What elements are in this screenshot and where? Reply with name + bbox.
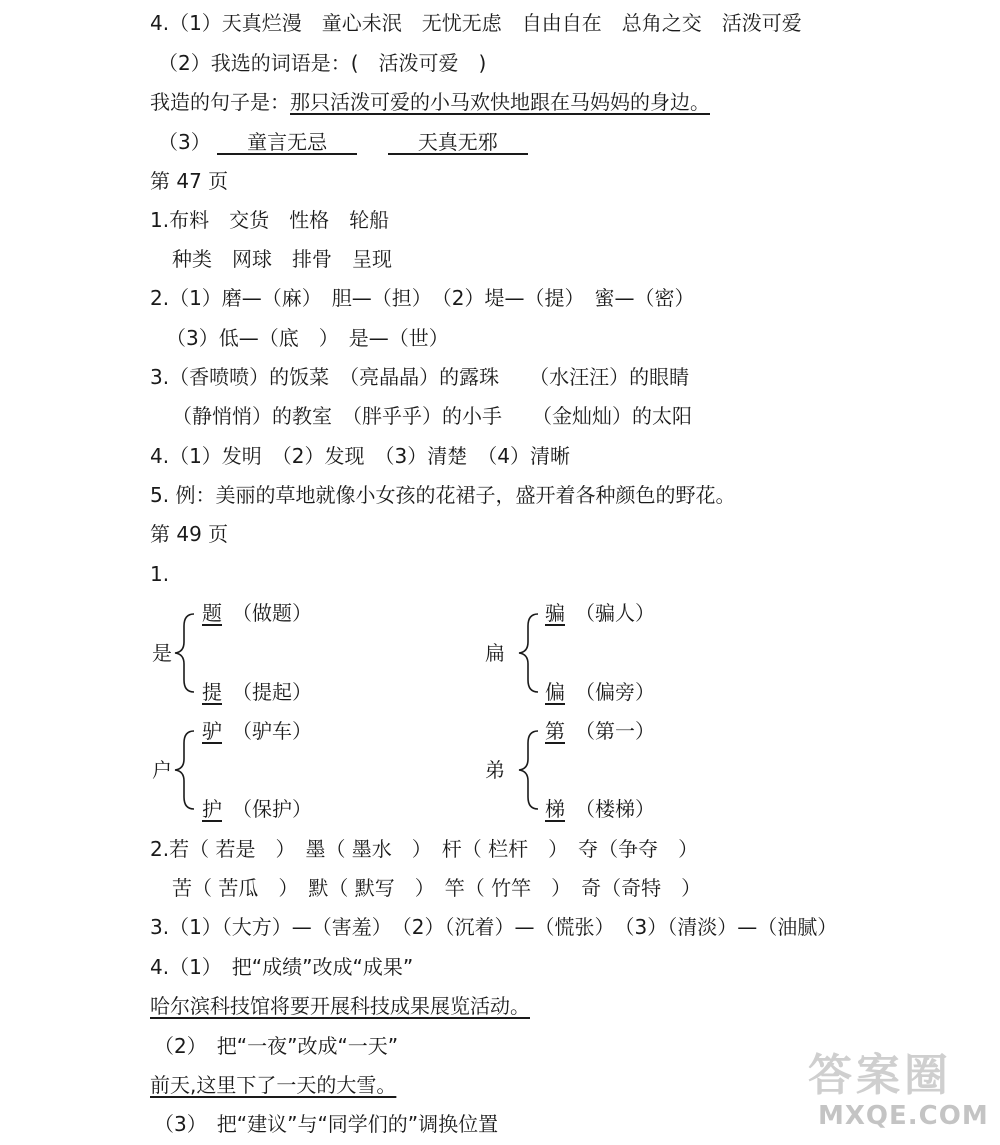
group2-top-char: 骗 bbox=[545, 601, 565, 625]
p47-q3-line2: （静悄悄）的教室 （胖乎乎）的小手 （金灿灿）的太阳 bbox=[172, 404, 692, 428]
item3-blank-a: 童言无忌 bbox=[217, 129, 357, 155]
group4-top-word: （第一） bbox=[585, 719, 655, 743]
group3-top bbox=[202, 718, 312, 744]
group4-bottom-word: （楼梯） bbox=[585, 797, 655, 821]
p47-q2-line1: 2.（1）磨—（麻） 胆—（担） （2）堤—（提） 蜜—（密） bbox=[150, 286, 695, 310]
group1-top bbox=[202, 600, 312, 626]
watermark-logo bbox=[808, 1039, 988, 1139]
p49-q4-1: 4.（1） 把“成绩”改成“成果” bbox=[150, 955, 414, 979]
group4-bottom bbox=[545, 796, 655, 822]
p49-q2-line1: 2.若（ 若是 ） 墨（ 墨水 ） 杆（ 栏杆 ） 夺（争夺 ） bbox=[150, 837, 699, 861]
group2-brace bbox=[516, 612, 542, 694]
group3-root: 户 bbox=[152, 758, 172, 782]
p49-q4-2: （2） 把“一夜”改成“一天” bbox=[154, 1034, 399, 1058]
p49-q3: 3.（1）（大方）—（害羞） （2）（沉着）—（慌张） （3）（清淡）—（油腻） bbox=[150, 915, 838, 939]
group3-bottom-char: 护 bbox=[202, 797, 222, 821]
group4-top bbox=[545, 718, 655, 744]
group4-bottom-char: 梯 bbox=[545, 797, 565, 821]
p49-q4-2-answer: 前天,这里下了一天的大雪。 bbox=[150, 1073, 397, 1097]
p49-q2-line2: 苦（ 苦瓜 ） 默（ 默写 ） 竿（ 竹竿 ） 奇（奇特 ） bbox=[172, 876, 702, 900]
group3-top-word: （驴车） bbox=[242, 719, 312, 743]
sentence-answer: 那只活泼可爱的小马欢快地跟在马妈妈的身边。 bbox=[290, 90, 710, 114]
group2-top bbox=[545, 600, 655, 626]
group4-brace bbox=[516, 729, 542, 811]
group3-bottom bbox=[202, 796, 312, 822]
watermark-big: 答案圈 bbox=[808, 1050, 952, 1101]
p47-q3-line1: 3.（香喷喷）的饭菜 （亮晶晶）的露珠 （水汪汪）的眼睛 bbox=[150, 365, 690, 389]
group2-bottom bbox=[545, 679, 655, 705]
p47-q1-line1: 1.布料 交货 性格 轮船 bbox=[150, 208, 390, 232]
group2-bottom-word: （偏旁） bbox=[585, 680, 655, 704]
item3-blank-b: 天真无邪 bbox=[388, 129, 528, 155]
sentence-prefix: 我造的句子是： bbox=[150, 90, 290, 114]
group1-bottom bbox=[202, 679, 312, 705]
q4-line2: （2）我选的词语是：( 活泼可爱 ) bbox=[158, 51, 487, 75]
group1-root: 是 bbox=[152, 641, 172, 665]
group1-top-word: （做题） bbox=[242, 601, 312, 625]
p49-q4-3: （3） 把“建议”与“同学们的”调换位置 bbox=[154, 1112, 499, 1136]
group2-top-word: （骗人） bbox=[585, 601, 655, 625]
q4-item3 bbox=[158, 129, 528, 155]
group1-top-char: 题 bbox=[202, 601, 222, 625]
watermark-small: MXQE.COM bbox=[818, 1101, 989, 1131]
p49-q1-label: 1. bbox=[150, 562, 170, 586]
group3-brace bbox=[172, 729, 198, 811]
q4-sentence-line bbox=[150, 89, 710, 115]
group4-root: 弟 bbox=[485, 758, 505, 782]
group1-bottom-word: （提起） bbox=[242, 680, 312, 704]
page-47-heading: 第 47 页 bbox=[150, 169, 229, 193]
p47-q5: 5. 例：美丽的草地就像小女孩的花裙子，盛开着各种颜色的野花。 bbox=[150, 483, 736, 507]
p47-q1-line2: 种类 网球 排骨 呈现 bbox=[172, 247, 392, 271]
group1-bottom-char: 提 bbox=[202, 680, 222, 704]
group2-root: 扁 bbox=[485, 641, 505, 665]
group3-top-char: 驴 bbox=[202, 719, 222, 743]
p47-q2-line2: （3）低—（底 ） 是—（世） bbox=[166, 326, 449, 350]
group2-bottom-char: 偏 bbox=[545, 680, 565, 704]
item3-label: （3） bbox=[158, 130, 211, 154]
group4-top-char: 第 bbox=[545, 719, 565, 743]
p49-q4-1-answer: 哈尔滨科技馆将要开展科技成果展览活动。 bbox=[150, 994, 530, 1018]
q4-line1: 4.（1）天真烂漫 童心未泯 无忧无虑 自由自在 总角之交 活泼可爱 bbox=[150, 11, 802, 35]
p47-q4: 4.（1）发明 （2）发现 （3）清楚 （4）清晰 bbox=[150, 444, 570, 468]
page-49-heading: 第 49 页 bbox=[150, 522, 229, 546]
group3-bottom-word: （保护） bbox=[242, 797, 312, 821]
group1-brace bbox=[172, 612, 198, 694]
